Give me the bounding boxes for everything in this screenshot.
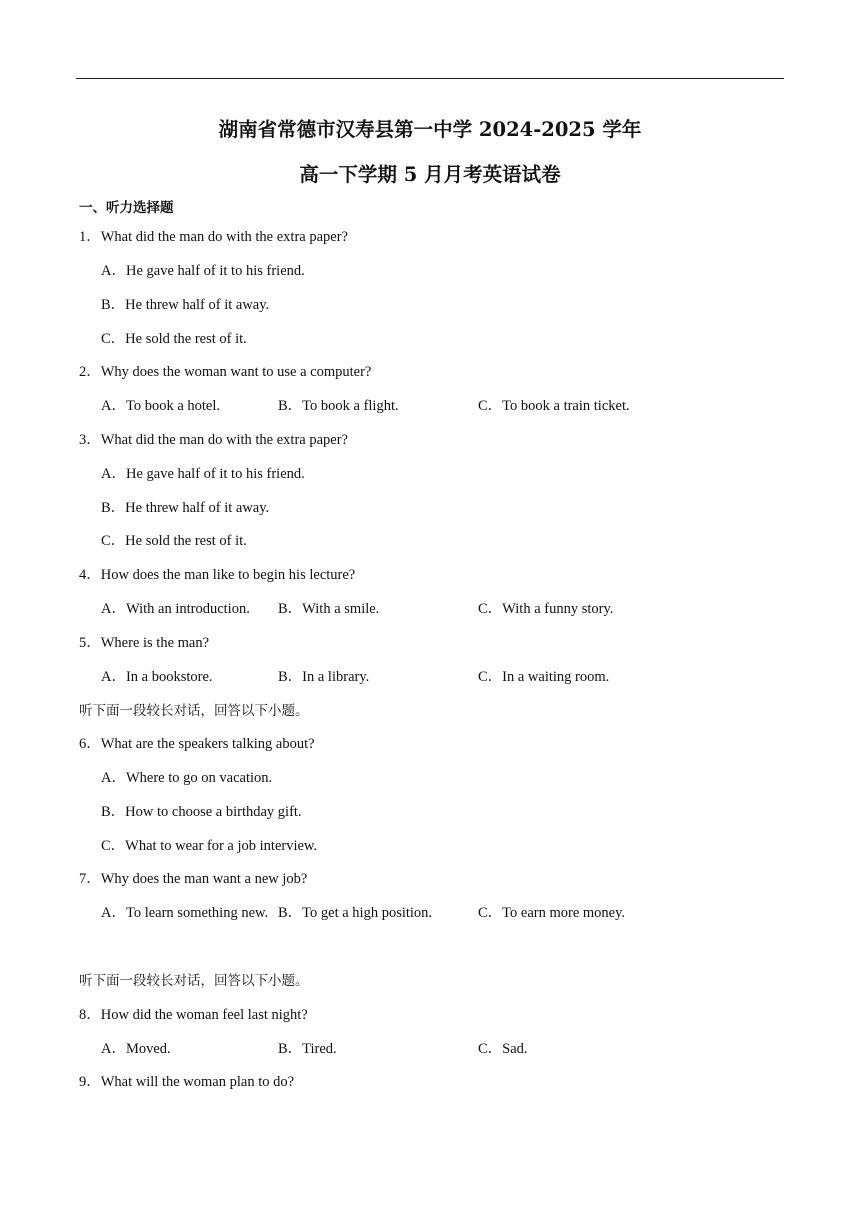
question-7-option-c: C．To earn more money. — [478, 905, 626, 921]
question-8-option-b: B．Tired. — [278, 1041, 337, 1057]
question-5-option-a: A．In a bookstore. — [101, 669, 213, 685]
question-4-option-c: C．With a funny story. — [478, 601, 614, 617]
question-6-option-b: B．How to choose a birthday gift. — [101, 804, 302, 820]
question-2-option-c: C．To book a train ticket. — [478, 398, 630, 414]
listening-note-2: 听下面一段较长对话，回答以下小题。 — [79, 973, 309, 989]
question-1-option-a: A．He gave half of it to his friend. — [101, 263, 305, 279]
question-3-option-b: B．He threw half of it away. — [101, 500, 270, 516]
question-7-option-a: A．To learn something new. — [101, 905, 269, 921]
exam-title-line-1: 湖南省常德市汉寿县第一中学 2024-2025 学年 — [218, 118, 642, 141]
question-5-option-b: B．In a library. — [278, 669, 370, 685]
question-5-option-c: C．In a waiting room. — [478, 669, 610, 685]
question-1-stem: 1．What did the man do with the extra paper? — [79, 229, 348, 245]
question-6-stem: 6．What are the speakers talking about? — [79, 736, 315, 752]
question-4-stem: 4．How does the man like to begin his lecture? — [79, 567, 356, 583]
question-2-stem: 2．Why does the woman want to use a computer? — [79, 364, 372, 380]
question-9-stem: 9．What will the woman plan to do? — [79, 1074, 295, 1090]
question-7-option-b: B．To get a high position. — [278, 905, 433, 921]
question-6-option-a: A．Where to go on vacation. — [101, 770, 273, 786]
section-heading: 一、听力选择题 — [79, 200, 174, 216]
listening-note-1: 听下面一段较长对话，回答以下小题。 — [79, 703, 309, 719]
question-8-option-c: C．Sad. — [478, 1041, 528, 1057]
header-rule — [76, 78, 784, 79]
question-3-option-a: A．He gave half of it to his friend. — [101, 466, 305, 482]
question-3-option-c: C．He sold the rest of it. — [101, 533, 247, 549]
question-6-option-c: C．What to wear for a job interview. — [101, 838, 318, 854]
question-2-option-b: B．To book a flight. — [278, 398, 399, 414]
exam-title-line-2: 高一下学期 5 月月考英语试卷 — [299, 163, 561, 186]
question-8-option-a: A．Moved. — [101, 1041, 171, 1057]
question-1-option-b: B．He threw half of it away. — [101, 297, 270, 313]
question-8-stem: 8．How did the woman feel last night? — [79, 1007, 308, 1023]
question-4-option-a: A．With an introduction. — [101, 601, 250, 617]
question-7-stem: 7．Why does the man want a new job? — [79, 871, 308, 887]
question-2-option-a: A．To book a hotel. — [101, 398, 220, 414]
question-1-option-c: C．He sold the rest of it. — [101, 331, 247, 347]
question-4-option-b: B．With a smile. — [278, 601, 380, 617]
question-5-stem: 5．Where is the man? — [79, 635, 210, 651]
question-3-stem: 3．What did the man do with the extra paper? — [79, 432, 348, 448]
